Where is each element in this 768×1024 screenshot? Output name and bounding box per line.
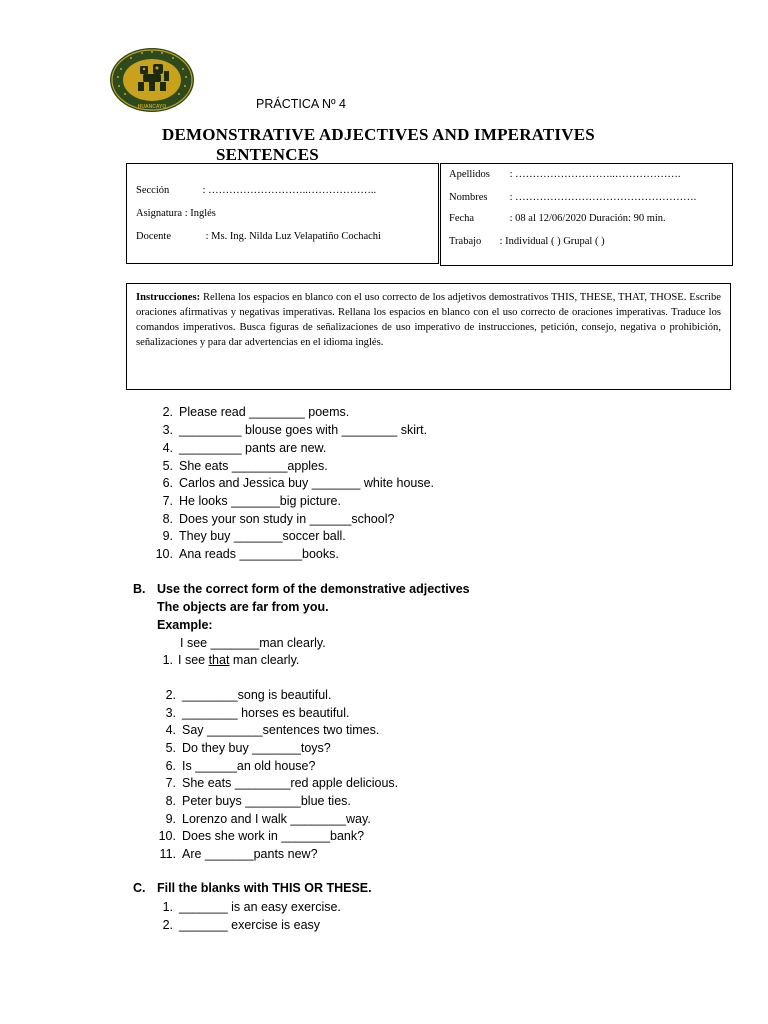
list-item: 3. ________ horses es beautiful. xyxy=(165,706,350,720)
list-item: 5. She eats ________apples. xyxy=(162,459,328,473)
list-item: 3. _________ blouse goes with ________ skirt. xyxy=(162,423,428,437)
list-item: 2. _______ exercise is easy xyxy=(162,918,321,932)
title-line-1: DEMONSTRATIVE ADJECTIVES AND IMPERATIVES xyxy=(162,125,595,144)
apellidos-field[interactable]: : ………………………..………………. xyxy=(509,169,681,180)
example-sentence: I see _______man clearly. xyxy=(180,636,326,650)
instructions-box xyxy=(126,283,731,390)
docente-value: : Ms. Ing. Nilda Luz Velapatiño Cochachi xyxy=(205,231,381,242)
fecha-label: Fecha xyxy=(449,213,475,224)
asignatura-row: Asignatura : Inglés xyxy=(136,208,216,219)
list-item: 5. Do they buy _______toys? xyxy=(165,741,331,755)
list-item: 7. He looks _______big picture. xyxy=(162,494,341,508)
nombres-row xyxy=(449,192,696,203)
list-item: 8. Does your son study in ______school? xyxy=(162,512,395,526)
course-info-box xyxy=(126,163,439,264)
trabajo-row xyxy=(449,236,605,247)
answer-word: that xyxy=(208,653,230,667)
title-line-2: SENTENCES xyxy=(216,145,319,164)
list-item: 10. Does she work in _______bank? xyxy=(158,829,365,843)
list-item: 7. She eats ________red apple delicious. xyxy=(165,776,399,790)
list-item: 9. They buy _______soccer ball. xyxy=(162,529,346,543)
list-item: 6. Carlos and Jessica buy _______ white house. xyxy=(162,476,435,490)
docente-row xyxy=(136,231,381,242)
docente-label: Docente xyxy=(136,231,171,242)
list-item: 10. Ana reads _________books. xyxy=(155,547,339,561)
fecha-row xyxy=(449,213,666,224)
list-item: 11. Are _______pants new? xyxy=(159,847,318,861)
logo-bottom-text: HUANCAYO xyxy=(137,104,167,110)
list-item: 1. _______ is an easy exercise. xyxy=(162,900,341,914)
seccion-field[interactable]: : ………………………..……………….. xyxy=(202,185,377,196)
list-item: 9. Lorenzo and I walk ________way. xyxy=(165,812,371,826)
instructions-text xyxy=(136,290,721,350)
example-label: Example: xyxy=(157,618,213,632)
list-item: 6. Is ______an old house? xyxy=(165,759,316,773)
list-item: 4. _________ pants are new. xyxy=(162,441,327,455)
section-c-heading: C. Fill the blanks with THIS OR THESE. xyxy=(133,881,372,895)
trabajo-options[interactable]: : Individual ( ) Grupal ( ) xyxy=(499,236,605,247)
list-item: 8. Peter buys ________blue ties. xyxy=(165,794,351,808)
nombres-label: Nombres xyxy=(449,192,488,203)
section-b-subheading: The objects are far from you. xyxy=(157,600,329,614)
apellidos-row xyxy=(449,169,681,180)
instructions-label: Instrucciones: xyxy=(136,292,201,303)
instructions-body: Rellena los espacios en blanco con el uso correcto de los adjetivos demostrativos THIS, THESE, THAT, THOSE. Escribe oraciones afirmativas y negativas imperativas. Rellana los espacios en blanco con el uso correcto de oraciones imperativas. Traduce los comandos imperativos. Busca figuras de señalizaciones de uso imperativo de instrucciones, petición, consejo, negativa o prohibición, señalizaciones y para dar advertencias en el idioma inglés. xyxy=(136,292,721,348)
student-info-box xyxy=(440,163,733,266)
apellidos-label: Apellidos xyxy=(449,169,490,180)
list-item: 4. Say ________sentences two times. xyxy=(165,723,380,737)
list-item: 2. ________song is beautiful. xyxy=(165,688,332,702)
practice-number: PRÁCTICA Nº 4 xyxy=(256,97,347,111)
fecha-value: : 08 al 12/06/2020 Duración: 90 min. xyxy=(509,213,666,224)
example-answer: 1. I see that man clearly. xyxy=(162,653,300,667)
section-b-heading: B. Use the correct form of the demonstrative adjectives xyxy=(133,582,470,596)
nombres-field[interactable]: : ……………………………………………. xyxy=(509,192,697,203)
university-logo xyxy=(109,47,195,113)
seccion-row xyxy=(136,185,376,196)
trabajo-label: Trabajo xyxy=(449,236,482,247)
list-item: 2. Please read ________ poems. xyxy=(162,405,350,419)
seccion-label: Sección xyxy=(136,185,170,196)
page-title xyxy=(162,125,682,165)
